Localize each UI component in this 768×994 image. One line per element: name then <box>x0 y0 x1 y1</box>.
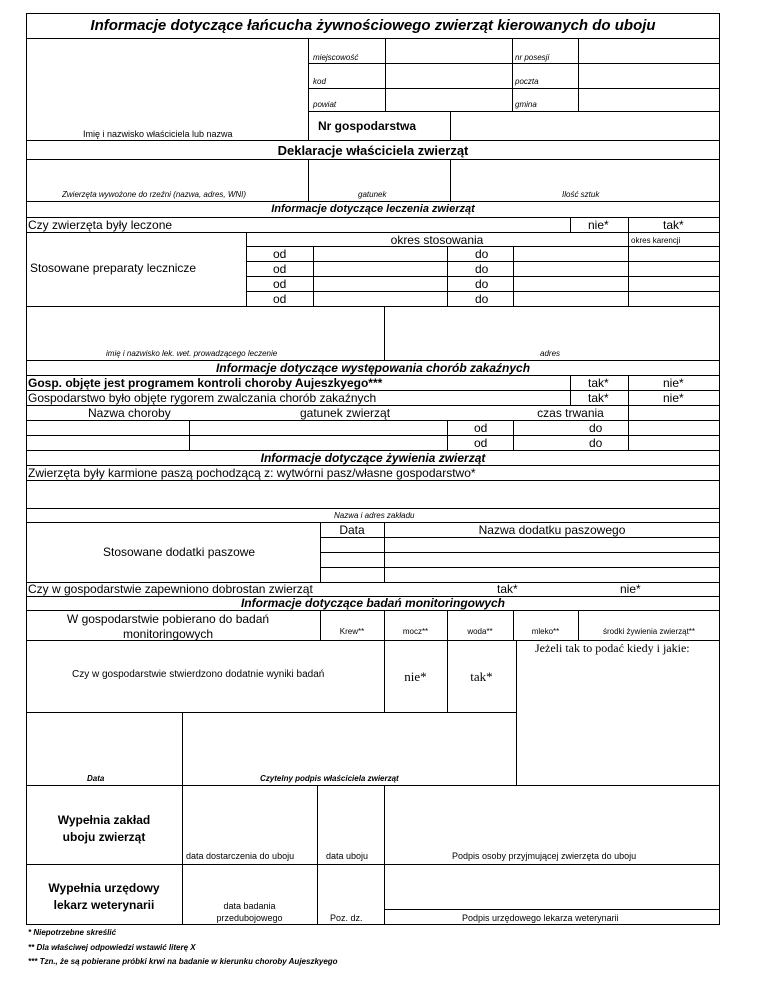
kod-label: kod <box>313 77 326 86</box>
vet-signature-field[interactable] <box>385 865 719 909</box>
disease-od-2: od <box>474 436 488 450</box>
disease-duration-header: czas trwania <box>537 406 604 420</box>
poczta-label: poczta <box>515 77 539 86</box>
vet-address-label: adres <box>540 349 561 358</box>
treated-question: Czy zwierzęta były leczone <box>28 218 173 232</box>
receiver-signature-label: Podpis osoby przyjmującej zwierzęta do uboju <box>452 851 637 861</box>
slaughterhouse-label-line2: uboju zwierząt <box>62 830 146 844</box>
water-option[interactable]: woda** <box>467 627 493 636</box>
owner-signature-field[interactable] <box>183 713 515 771</box>
feeding-title: Informacje dotyczące żywienia zwierząt <box>260 451 486 465</box>
treatment-od-2: od <box>273 262 287 276</box>
plant-field[interactable] <box>27 481 719 508</box>
treatment-od-1: od <box>273 247 287 261</box>
owner-signature-label: Czytelny podpis właściciela zwierząt <box>260 774 399 783</box>
exam-date-label <box>182 900 317 924</box>
feed-option[interactable]: środki żywienia zwierząt** <box>602 627 696 636</box>
positive-details-field[interactable] <box>517 656 719 784</box>
additive-name-header: Nazwa dodatku paszowego <box>478 523 626 537</box>
welfare-nie-option[interactable]: nie* <box>620 582 641 596</box>
treatment-do-2: do <box>475 262 489 276</box>
urine-option[interactable]: mocz** <box>402 627 429 636</box>
powiat-label: powiat <box>313 100 337 109</box>
treatment-do-3: do <box>475 277 489 291</box>
exam-date-label-line2: przedubojowego <box>216 913 283 923</box>
slaughter-date-field[interactable] <box>318 786 383 848</box>
owner-name-field[interactable] <box>27 39 307 123</box>
gmina-label: gmina <box>515 100 537 109</box>
animals-label: Zwierzęta wywożone do rzeźni (nazwa, adres, WNI) <box>62 190 247 199</box>
vet-label <box>26 880 182 914</box>
treated-nie-option[interactable]: nie* <box>588 218 609 232</box>
aujeszky-nie-option[interactable]: nie* <box>663 376 684 390</box>
miejscowosc-label: miejscowość <box>313 53 359 62</box>
declarations-title: Deklaracje właściciela zwierząt <box>277 143 469 158</box>
vet-label-line2: lekarz weterynarii <box>53 898 155 912</box>
welfare-question: Czy w gospodarstwie zapewniono dobrostan zwierząt <box>28 582 313 596</box>
exam-date-label-line1: data badania <box>223 901 276 911</box>
species-label: gatunek <box>358 190 387 199</box>
owner-name-label: Imię i nazwisko właściciela lub nazwa <box>83 129 233 139</box>
treatment-title: Informacje dotyczące leczenia zwierząt <box>271 203 475 215</box>
diseases-title: Informacje dotyczące występowania chorób zakaźnych <box>215 361 531 375</box>
disease-name-header: Nazwa choroby <box>88 406 171 420</box>
slaughter-date-label: data uboju <box>326 851 369 861</box>
nr-posesji-label: nr posesji <box>515 53 550 62</box>
welfare-tak-option[interactable]: tak* <box>497 582 518 596</box>
disease-do-1: do <box>589 421 603 435</box>
blood-option[interactable]: Krew** <box>339 627 365 636</box>
preparations-label: Stosowane preparaty lecznicze <box>30 261 197 275</box>
aujeszky-question: Gosp. objęte jest programem kontroli choroby Aujeszkyego*** <box>28 376 383 390</box>
delivery-date-label: data dostarczenia do uboju <box>186 851 295 861</box>
feed-source-question: Zwierzęta były karmione paszą pochodzącą z: wytwórni pasz/własne gospodarstwo* <box>28 466 476 480</box>
footnote-2: ** Dla właściwej odpowiedzi wstawić literę X <box>28 943 196 952</box>
disease-species-header: gatunek zwierząt <box>300 406 391 420</box>
positive-tak-option[interactable]: tak* <box>470 669 493 684</box>
milk-option[interactable]: mleko** <box>531 627 560 636</box>
plant-label: Nazwa i adres zakładu <box>334 511 415 520</box>
vet-address-field[interactable] <box>385 307 719 347</box>
monitoring-title: Informacje dotyczące badań monitoringowych <box>240 596 506 610</box>
sampled-label-line2: monitoringowych <box>122 627 214 641</box>
sampled-label-line1: W gospodarstwie pobierano do badań <box>66 612 270 626</box>
withdrawal-header: okres karencji <box>631 236 681 245</box>
aujeszky-tak-option[interactable]: tak* <box>588 376 609 390</box>
count-field[interactable] <box>451 160 719 188</box>
treatment-od-3: od <box>273 277 287 291</box>
form-title: Informacje dotyczące łańcucha żywnościowego zwierząt kierowanych do uboju <box>90 17 656 34</box>
additive-date-header: Data <box>339 523 365 537</box>
delivery-date-field[interactable] <box>183 786 316 848</box>
nr-gospodarstwa-label: Nr gospodarstwa <box>318 119 417 133</box>
treatment-do-4: do <box>475 292 489 306</box>
slaughterhouse-label <box>26 812 182 846</box>
positive-question: Czy w gospodarstwie stwierdzono dodatnie wyniki badań <box>72 669 325 680</box>
treatment-do-1: do <box>475 247 489 261</box>
disease-do-2: do <box>589 436 603 450</box>
owner-date-label: Data <box>87 774 105 783</box>
footnote-1: * Niepotrzebne skreślić <box>28 928 117 937</box>
vet-name-label: imię i nazwisko lek. wet. prowadzącego leczenie <box>106 349 278 358</box>
poz-label: Poz. dz. <box>330 913 363 923</box>
rigor-question: Gospodarstwo było objęte rygorem zwalczania chorób zakaźnych <box>28 391 377 405</box>
positive-details-label: Jeżeli tak to podać kiedy i jakie: <box>535 641 690 655</box>
treatment-od-4: od <box>273 292 287 306</box>
vet-name-field[interactable] <box>27 307 383 347</box>
slaughterhouse-label-line1: Wypełnia zakład <box>57 813 151 827</box>
footnote-3: *** Tzn., że są pobierane próbki krwi na badanie w kierunku choroby Aujeszkyego <box>28 957 338 966</box>
period-header: okres stosowania <box>390 233 484 247</box>
sampled-label <box>28 612 308 642</box>
additives-label: Stosowane dodatki paszowe <box>103 545 256 559</box>
rigor-tak-option[interactable]: tak* <box>588 391 609 405</box>
count-label: Ilość sztuk <box>562 190 600 199</box>
owner-date-field[interactable] <box>27 713 181 771</box>
species-field[interactable] <box>309 160 449 188</box>
vet-signature-label: Podpis urzędowego lekarza weterynarii <box>462 913 619 923</box>
receiver-signature-field[interactable] <box>385 786 719 848</box>
vet-label-line1: Wypełnia urzędowy <box>48 881 160 895</box>
disease-od-1: od <box>474 421 488 435</box>
positive-nie-option[interactable]: nie* <box>404 669 427 684</box>
treated-tak-option[interactable]: tak* <box>663 218 684 232</box>
nr-gospodarstwa-field[interactable] <box>451 112 719 139</box>
rigor-nie-option[interactable]: nie* <box>663 391 684 405</box>
animals-field[interactable] <box>27 160 307 188</box>
